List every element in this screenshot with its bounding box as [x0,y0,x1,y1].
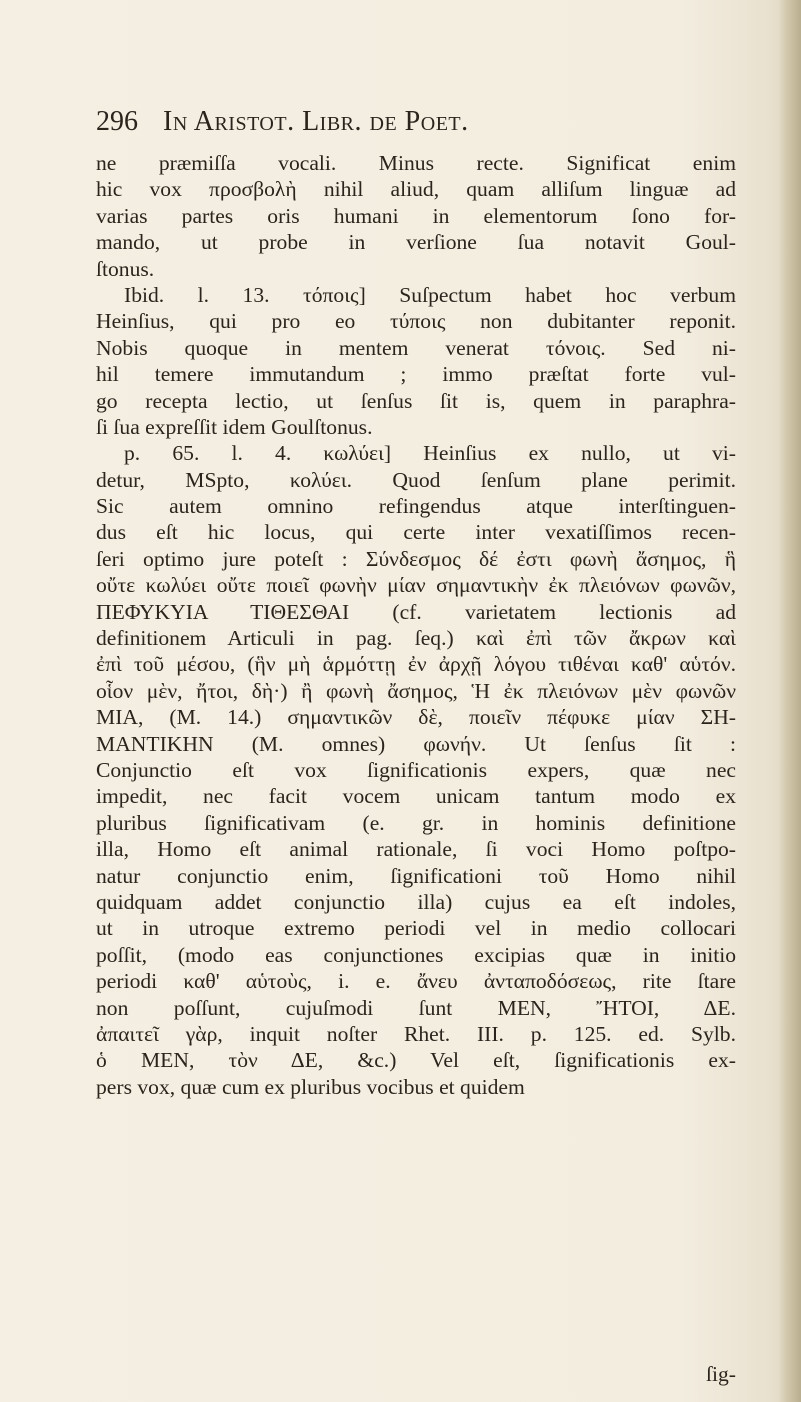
text-line: ΜΑΝΤΙΚΗΝ (M. omnes) φωνήν. Ut ſenſus ſit : [96,731,736,756]
text-line: hic vox προσβολὴ nihil aliud, quam alliſum linguæ ad [96,177,736,202]
text-line: ſi ſua expreſſit idem Goulſtonus. [96,414,373,439]
text-line: Sic autem omnino refingendus atque interſtinguen- [96,494,736,519]
text-line: ne præmiſſa vocali. Minus recte. Significat enim [96,151,736,175]
text-line: pluribus ſignificativam (e. gr. in hominis definitione [96,810,736,835]
text-line: hil temere immutandum ; immo præſtat forte vul- [96,362,736,387]
text-line: quidquam addet conjunctio illa) cujus ea eſt indoles, [96,889,736,914]
text-line: natur conjunctio enim, ſignificationi τοῦ Homo nihil [96,863,736,888]
text-line: periodi καθ' αὑτοὺς, i. e. ἄνευ ἀνταποδόσεως, rite ſtare [96,969,736,994]
page-edge-shadow [779,0,801,1402]
text-line: Conjunctio eſt vox ſignificationis expers, quæ nec [96,757,736,782]
text-line: illa, Homo eſt animal rationale, ſi voci Homo poſtpo- [96,837,736,862]
text-line: non poſſunt, cujuſmodi ſunt MEN, ἬΤΟΙ, ΔΕ. [96,995,736,1020]
text-line: definitionem Articuli in pag. ſeq.) καὶ ἐπὶ τῶν ἄκρων καὶ [96,626,736,651]
text-line: detur, MSpto, κολύει. Quod ſenſum plane perimit. [96,467,736,492]
text-line: go recepta lectio, ut ſenſus ſit is, quem in paraphra- [96,388,736,413]
catchword: ſig- [706,1362,736,1386]
text-line: p. 65. l. 4. κωλύει] Heinſius ex nullo, ut vi- [124,441,736,466]
text-line: poſſit, (modo eas conjunctiones excipias quæ in initio [96,942,736,967]
page-number: 296 [96,106,138,137]
text-line: ΜΙΑ, (M. 14.) σημαντικῶν δὲ, ποιεῖν πέφυκε μίαν ΣΗ- [96,705,736,730]
text-line: ſeri optimo jure poteſt : Σύνδεσμος δέ ἐστι φωνὴ ἄσημος, ἣ [96,546,736,571]
text-line: Nobis quoque in mentem venerat τόνοις. Sed ni- [96,335,736,360]
text-line: ἐπὶ τοῦ μέσου, (ἣν μὴ ἁρμόττῃ ἐν ἀρχῇ λόγου τιθέναι καθ' αὑτόν. [96,652,736,677]
text-line: impedit, nec facit vocem unicam tantum modo ex [96,784,736,809]
text-line: ἀπαιτεῖ γὰρ, inquit noſter Rhet. III. p. 125. ed. Sylb. [96,1021,736,1046]
text-line: οὔτε κωλύει οὔτε ποιεῖ φωνὴν μίαν σημαντικὴν ἐκ πλειόνων φωνῶν, [96,573,736,598]
text-line: ὁ MEN, τὸν ΔΕ, &c.) Vel eſt, ſignificationis ex- [96,1048,736,1073]
running-title: In Aristot. Libr. de Poet. [163,106,469,137]
text-line: ſtonus. [96,256,155,281]
text-line: οἷον μὲν, ἤτοι, δὴ·) ἢ φωνὴ ἄσημος, Ἡ ἐκ πλειόνων μὲν φωνῶν [96,678,736,703]
text-line: pers vox, quæ cum ex pluribus vocibus et quidem [96,1074,525,1099]
text-body [96,150,736,1100]
text-line: Heinſius, qui pro eo τύποις non dubitanter reponit. [96,309,736,334]
text-line: ΠΕΦΥΚΥΙΑ ΤΙΘΕΣΘΑΙ (cf. varietatem lectionis ad [96,599,736,624]
text-line: varias partes oris humani in elementorum ſono for- [96,203,736,228]
text-line: dus eſt hic locus, qui certe inter vexatiſſimos recen- [96,520,736,545]
running-header [96,106,736,146]
text-line: mando, ut probe in verſione ſua notavit Goul- [96,230,736,255]
text-line: Ibid. l. 13. τόποις] Suſpectum habet hoc verbum [124,282,736,307]
text-line: ut in utroque extremo periodi vel in medio collocari [96,916,736,941]
